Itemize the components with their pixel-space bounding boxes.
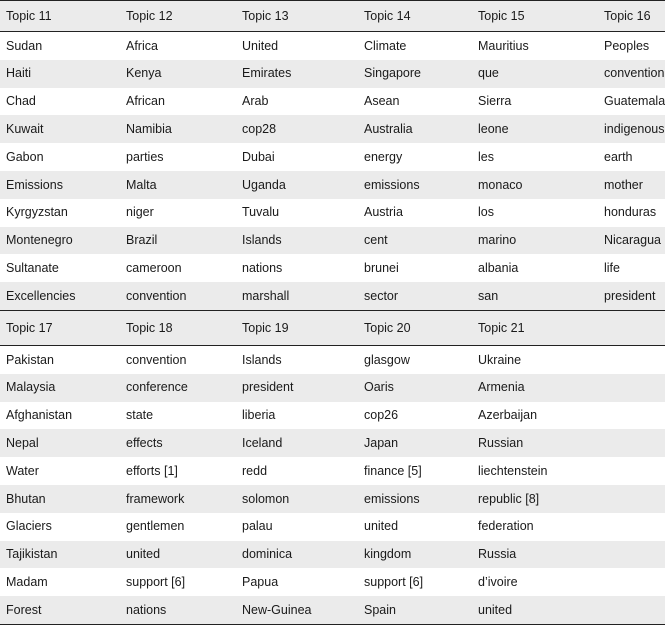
block1-header-row xyxy=(0,1,665,32)
topic-term-cell: New-Guinea xyxy=(236,596,358,624)
topic-term-cell: emissions xyxy=(358,485,472,513)
table-row xyxy=(0,596,665,624)
table-row xyxy=(0,374,665,402)
table-row xyxy=(0,115,665,143)
topic-term-cell: san xyxy=(472,282,598,310)
table-row xyxy=(0,143,665,171)
topic-term-cell: brunei xyxy=(358,254,472,282)
topic-term-cell: Malta xyxy=(120,171,236,199)
topic-term-cell: African xyxy=(120,88,236,116)
topic-term-cell: Australia xyxy=(358,115,472,143)
topic-term-cell: glasgow xyxy=(358,345,472,373)
topic-term-cell: Sultanate xyxy=(0,254,120,282)
topic-term-cell: Haiti xyxy=(0,60,120,88)
topic-term-cell: palau xyxy=(236,513,358,541)
topic-term-cell: dominica xyxy=(236,541,358,569)
topic-term-cell xyxy=(598,345,665,373)
topic-term-cell: Afghanistan xyxy=(0,402,120,430)
topic-term-cell: Arab xyxy=(236,88,358,116)
topic-header xyxy=(598,310,665,345)
topic-term-cell: support [6] xyxy=(120,568,236,596)
topic-term-cell: Kyrgyzstan xyxy=(0,199,120,227)
topic-term-cell: conference xyxy=(120,374,236,402)
topic-term-cell: united xyxy=(120,541,236,569)
topic-term-cell: albania xyxy=(472,254,598,282)
topic-term-cell: cent xyxy=(358,227,472,255)
topic-term-cell: Kenya xyxy=(120,60,236,88)
topic-term-cell: effects xyxy=(120,429,236,457)
topic-header: Topic 16 xyxy=(598,1,665,32)
topic-term-cell: Peoples xyxy=(598,32,665,60)
block2-header-row xyxy=(0,310,665,345)
table-row xyxy=(0,513,665,541)
topic-term-cell xyxy=(598,485,665,513)
topic-term-cell xyxy=(598,457,665,485)
topic-term-cell: united xyxy=(358,513,472,541)
topic-term-cell xyxy=(598,541,665,569)
table-row xyxy=(0,88,665,116)
topic-term-cell: convention xyxy=(598,60,665,88)
topic-term-cell: gentlemen xyxy=(120,513,236,541)
topic-term-cell: convention xyxy=(120,282,236,310)
topic-term-cell: energy xyxy=(358,143,472,171)
topic-term-cell: efforts [1] xyxy=(120,457,236,485)
table-row xyxy=(0,429,665,457)
topic-header: Topic 21 xyxy=(472,310,598,345)
topic-term-cell: Nepal xyxy=(0,429,120,457)
topic-term-cell: nations xyxy=(120,596,236,624)
topic-term-cell xyxy=(598,513,665,541)
topic-term-cell: federation xyxy=(472,513,598,541)
topic-term-cell: Russian xyxy=(472,429,598,457)
topic-term-cell: president xyxy=(236,374,358,402)
table-row xyxy=(0,32,665,60)
topic-term-cell: Guatemala xyxy=(598,88,665,116)
topic-term-cell: president xyxy=(598,282,665,310)
topic-term-cell: monaco xyxy=(472,171,598,199)
topic-term-cell: Dubai xyxy=(236,143,358,171)
topic-term-cell xyxy=(598,596,665,624)
topic-header: Topic 13 xyxy=(236,1,358,32)
topic-term-cell: les xyxy=(472,143,598,171)
topic-term-cell: Water xyxy=(0,457,120,485)
topic-term-cell: Brazil xyxy=(120,227,236,255)
topic-header: Topic 14 xyxy=(358,1,472,32)
topic-header: Topic 12 xyxy=(120,1,236,32)
table-row xyxy=(0,227,665,255)
topic-term-cell: leone xyxy=(472,115,598,143)
table-row xyxy=(0,60,665,88)
topic-term-cell: marshall xyxy=(236,282,358,310)
topic-term-cell: liberia xyxy=(236,402,358,430)
topic-header: Topic 20 xyxy=(358,310,472,345)
topic-term-cell: cop26 xyxy=(358,402,472,430)
topic-term-cell: Tuvalu xyxy=(236,199,358,227)
topic-term-cell: Japan xyxy=(358,429,472,457)
topic-term-cell: Iceland xyxy=(236,429,358,457)
table-row xyxy=(0,254,665,282)
topic-term-cell: parties xyxy=(120,143,236,171)
topic-term-cell: Sudan xyxy=(0,32,120,60)
topic-term-cell: Excellencies xyxy=(0,282,120,310)
topic-term-cell: d’ivoire xyxy=(472,568,598,596)
topic-term-cell: Oaris xyxy=(358,374,472,402)
topic-term-cell: los xyxy=(472,199,598,227)
topic-term-cell: framework xyxy=(120,485,236,513)
topic-term-cell: Climate xyxy=(358,32,472,60)
topic-term-cell: Gabon xyxy=(0,143,120,171)
topic-header: Topic 11 xyxy=(0,1,120,32)
topic-term-cell: cop28 xyxy=(236,115,358,143)
topic-term-cell: Glaciers xyxy=(0,513,120,541)
topic-term-cell: kingdom xyxy=(358,541,472,569)
topic-term-cell: Emirates xyxy=(236,60,358,88)
topic-term-cell: Emissions xyxy=(0,171,120,199)
topic-term-cell: Islands xyxy=(236,227,358,255)
topic-term-cell: Madam xyxy=(0,568,120,596)
table-row xyxy=(0,199,665,227)
topic-term-cell: republic [8] xyxy=(472,485,598,513)
topic-term-cell: Kuwait xyxy=(0,115,120,143)
topic-term-cell: Papua xyxy=(236,568,358,596)
topic-term-cell: Russia xyxy=(472,541,598,569)
topic-term-cell: cameroon xyxy=(120,254,236,282)
topic-term-cell: earth xyxy=(598,143,665,171)
topic-term-cell: niger xyxy=(120,199,236,227)
topic-term-cell: Sierra xyxy=(472,88,598,116)
topic-term-cell: Mauritius xyxy=(472,32,598,60)
topic-term-cell: indigenous xyxy=(598,115,665,143)
topic-term-cell xyxy=(598,568,665,596)
topic-term-cell: Ukraine xyxy=(472,345,598,373)
topic-term-cell: Pakistan xyxy=(0,345,120,373)
topic-term-cell: que xyxy=(472,60,598,88)
topic-term-cell: Islands xyxy=(236,345,358,373)
topic-term-cell: honduras xyxy=(598,199,665,227)
topic-term-cell: support [6] xyxy=(358,568,472,596)
topic-term-cell: Montenegro xyxy=(0,227,120,255)
topic-term-cell: Asean xyxy=(358,88,472,116)
topic-term-cell: Namibia xyxy=(120,115,236,143)
topic-term-cell: Singapore xyxy=(358,60,472,88)
topic-term-cell: mother xyxy=(598,171,665,199)
topic-term-cell: Chad xyxy=(0,88,120,116)
topic-term-cell: Malaysia xyxy=(0,374,120,402)
topic-term-cell xyxy=(598,402,665,430)
topic-header: Topic 17 xyxy=(0,310,120,345)
topic-term-cell: Uganda xyxy=(236,171,358,199)
topic-term-cell: emissions xyxy=(358,171,472,199)
table-row xyxy=(0,568,665,596)
topic-term-cell: convention xyxy=(120,345,236,373)
table-row xyxy=(0,345,665,373)
topic-term-cell: Nicaragua xyxy=(598,227,665,255)
topic-term-cell: Tajikistan xyxy=(0,541,120,569)
topics-block-2 xyxy=(0,310,665,624)
topic-term-cell: Austria xyxy=(358,199,472,227)
topic-term-cell: united xyxy=(472,596,598,624)
topic-term-cell xyxy=(598,374,665,402)
table-row xyxy=(0,457,665,485)
topic-header: Topic 18 xyxy=(120,310,236,345)
topic-term-cell: Azerbaijan xyxy=(472,402,598,430)
table-row xyxy=(0,541,665,569)
topic-term-cell: liechtenstein xyxy=(472,457,598,485)
topic-term-cell: life xyxy=(598,254,665,282)
topic-term-cell: Armenia xyxy=(472,374,598,402)
topic-term-cell: Africa xyxy=(120,32,236,60)
topic-term-cell: Forest xyxy=(0,596,120,624)
topic-term-cell: Spain xyxy=(358,596,472,624)
topic-term-cell: United xyxy=(236,32,358,60)
table-row xyxy=(0,485,665,513)
table-row xyxy=(0,402,665,430)
topic-term-cell: marino xyxy=(472,227,598,255)
topic-term-cell: state xyxy=(120,402,236,430)
topic-header: Topic 15 xyxy=(472,1,598,32)
topic-term-cell: finance [5] xyxy=(358,457,472,485)
topic-term-cell: solomon xyxy=(236,485,358,513)
topic-term-cell: Bhutan xyxy=(0,485,120,513)
topic-term-cell: nations xyxy=(236,254,358,282)
topic-header: Topic 19 xyxy=(236,310,358,345)
topic-term-cell xyxy=(598,429,665,457)
topics-block-1 xyxy=(0,1,665,311)
table-row xyxy=(0,171,665,199)
topic-term-cell: redd xyxy=(236,457,358,485)
table-row xyxy=(0,282,665,310)
topic-term-cell: sector xyxy=(358,282,472,310)
